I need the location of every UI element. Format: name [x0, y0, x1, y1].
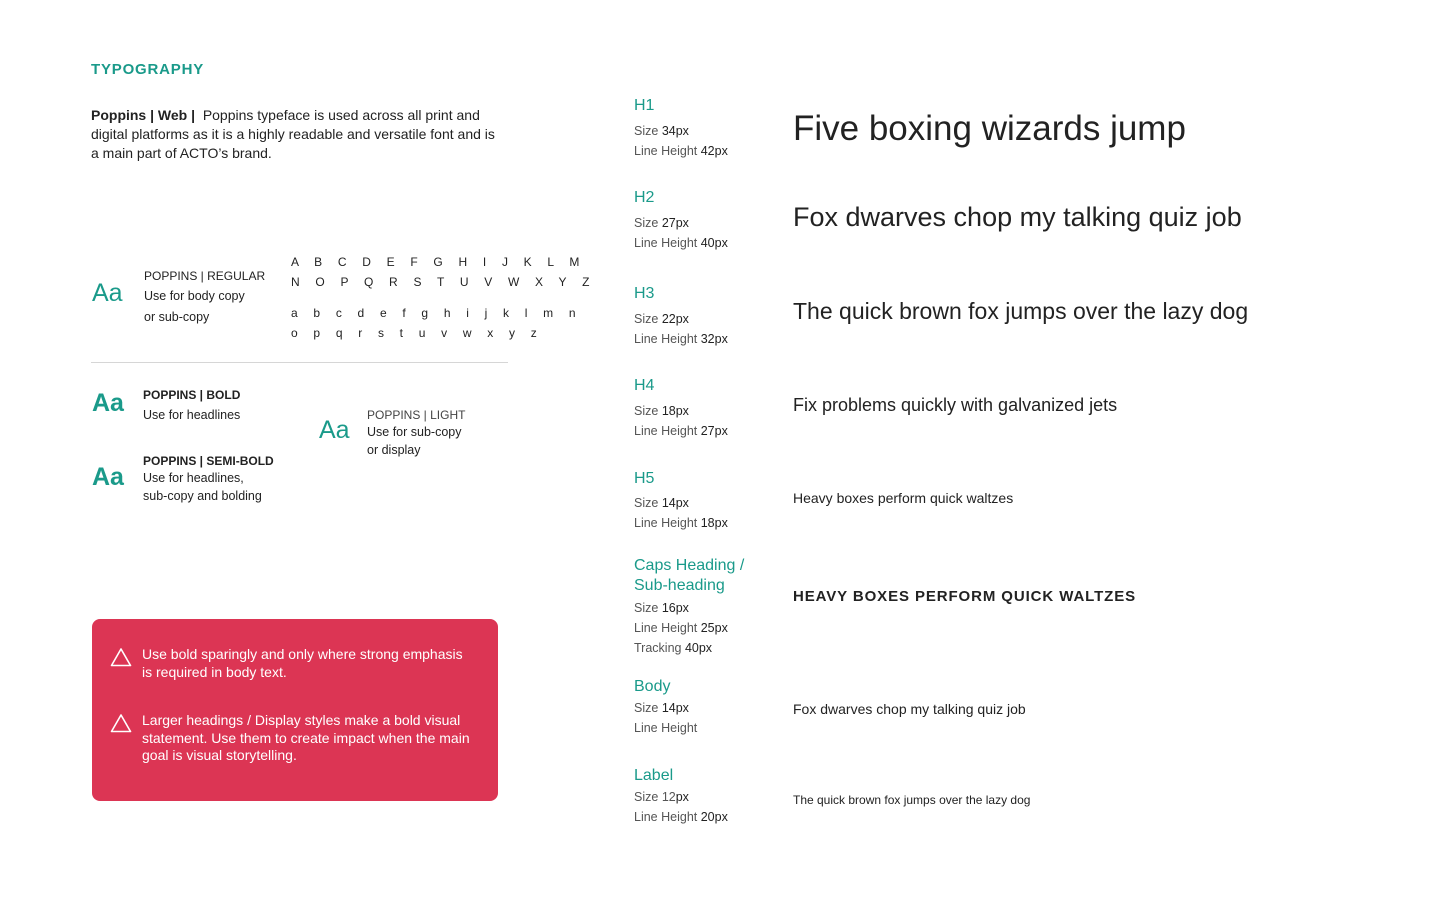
- spec-body-line-height: [634, 718, 697, 738]
- aa-bold-sample: Aa: [92, 389, 124, 417]
- spec-h1-label: H1: [634, 97, 655, 114]
- spec-h4-line-height: [634, 421, 728, 441]
- section-divider: [91, 362, 508, 363]
- spec-h3-size: [634, 309, 689, 329]
- spec-h4-sample: Fix problems quickly with galvanized jets: [793, 395, 1118, 415]
- spec-caps-label-line1: Caps Heading /: [634, 557, 745, 574]
- size-value: 27px: [661, 216, 689, 230]
- weight-regular-desc1: Use for body copy: [144, 289, 245, 303]
- size-key: Size: [634, 790, 659, 804]
- weight-semibold-desc2: sub-copy and bolding: [143, 489, 262, 503]
- weight-semibold-name: POPPINS | SEMI-BOLD: [143, 454, 274, 468]
- spec-caps-size: [634, 598, 689, 618]
- spec-body-sample: Fox dwarves chop my talking quiz job: [793, 701, 1026, 717]
- weight-light-name: POPPINS | LIGHT: [367, 408, 466, 422]
- size-key: Size: [634, 601, 659, 615]
- size-key: Size: [634, 701, 659, 715]
- intro-paragraph: [91, 106, 501, 163]
- size-key: Size: [634, 496, 659, 510]
- size-value: 18px: [661, 404, 689, 418]
- spec-label-size: [634, 787, 689, 807]
- weight-regular-desc2: or sub-copy: [144, 310, 210, 324]
- alphabet-upper-row1: A B C D E F G H I J K L M: [291, 255, 586, 269]
- weight-regular-name: POPPINS | REGULAR: [144, 269, 266, 283]
- size-value: 14px: [661, 496, 689, 510]
- line-height-value: 20px: [700, 810, 728, 824]
- spec-h5-sample: Heavy boxes perform quick waltzes: [793, 490, 1014, 506]
- line-height-key: Line Height: [634, 424, 698, 438]
- spec-caps-line-height: [634, 618, 728, 638]
- warning-triangle-icon: [110, 713, 132, 733]
- spec-h2-line-height: [634, 233, 728, 253]
- spec-h5-line-height: [634, 513, 728, 533]
- spec-h2-label: H2: [634, 189, 655, 206]
- spec-h1-sample: Five boxing wizards jump: [793, 109, 1186, 148]
- tracking-key: Tracking: [634, 641, 682, 655]
- weight-bold-desc1: Use for headlines: [143, 408, 241, 422]
- spec-h4-label: H4: [634, 377, 655, 394]
- size-value: 34px: [661, 124, 689, 138]
- section-title: TYPOGRAPHY: [91, 61, 205, 78]
- spec-label-sample: The quick brown fox jumps over the lazy dog: [793, 793, 1031, 807]
- line-height-value: 32px: [700, 332, 728, 346]
- line-height-key: Line Height: [634, 144, 698, 158]
- intro-bold: Poppins | Web |: [91, 107, 196, 123]
- line-height-value: 18px: [700, 516, 728, 530]
- line-height-key: Line Height: [634, 332, 698, 346]
- alphabet-uppercase: [291, 252, 596, 292]
- usage-alert-box: [92, 619, 498, 801]
- line-height-key: Line Height: [634, 516, 698, 530]
- aa-semibold-sample: Aa: [92, 463, 124, 491]
- spec-label-label: Label: [634, 767, 674, 784]
- spec-h2-size: [634, 213, 689, 233]
- alert-text: Use bold sparingly and only where strong emphasis is required in body text.: [142, 646, 463, 680]
- size-key: Size: [634, 312, 659, 326]
- line-height-key: Line Height: [634, 721, 698, 735]
- weight-bold-name: POPPINS | BOLD: [143, 388, 241, 402]
- spec-h1-line-height: [634, 141, 728, 161]
- alphabet-lowercase: [291, 303, 582, 343]
- spec-h3-label: H3: [634, 285, 655, 302]
- alphabet-lower-row1: a b c d e f g h i j k l m n: [291, 306, 582, 320]
- spec-h5-size: [634, 493, 689, 513]
- line-height-key: Line Height: [634, 810, 698, 824]
- weight-light-desc2: or display: [367, 443, 421, 457]
- spec-h4-size: [634, 401, 689, 421]
- aa-regular-sample: Aa: [92, 279, 123, 307]
- alphabet-lower-row2: o p q r s t u v w x y z: [291, 326, 543, 340]
- line-height-value: 42px: [700, 144, 728, 158]
- spec-h2-sample: Fox dwarves chop my talking quiz job: [793, 202, 1242, 232]
- size-key: Size: [634, 124, 659, 138]
- size-number: 12: [661, 790, 676, 804]
- spec-h1-size: [634, 121, 689, 141]
- line-height-value: 40px: [700, 236, 728, 250]
- size-value: 14px: [661, 701, 689, 715]
- spec-label-line-height: [634, 807, 728, 827]
- weight-semibold-desc1: Use for headlines,: [143, 471, 244, 485]
- spec-caps-label-line2: Sub-heading: [634, 577, 725, 594]
- weight-light-desc1: Use for sub-copy: [367, 425, 462, 439]
- line-height-key: Line Height: [634, 621, 698, 635]
- spec-h3-line-height: [634, 329, 728, 349]
- spec-caps-tracking: [634, 638, 712, 658]
- size-key: Size: [634, 216, 659, 230]
- spec-caps-sample: HEAVY BOXES PERFORM QUICK WALTZES: [793, 588, 1137, 605]
- warning-triangle-icon: [110, 647, 132, 667]
- spec-h3-sample: The quick brown fox jumps over the lazy dog: [793, 298, 1249, 324]
- size-key: Size: [634, 404, 659, 418]
- alphabet-upper-row2: N O P Q R S T U V W X Y Z: [291, 275, 596, 289]
- spec-h5-label: H5: [634, 470, 655, 487]
- intro-text: Poppins typeface is used across all print and digital platforms as it is a highly readable and versatile font and is a main part of ACTO’s brand.: [91, 107, 495, 161]
- line-height-value: 25px: [700, 621, 728, 635]
- alert-text: Larger headings / Display styles make a bold visual statement. Use them to create impact when the main goal is visual storytelling.: [142, 712, 470, 763]
- line-height-key: Line Height: [634, 236, 698, 250]
- tracking-value: 40px: [684, 641, 713, 655]
- line-height-value: 27px: [700, 424, 728, 438]
- spec-body-size: [634, 698, 689, 718]
- size-unit: px: [675, 790, 689, 804]
- aa-light-sample: Aa: [319, 416, 350, 444]
- size-value: 16px: [661, 601, 689, 615]
- size-value: 22px: [661, 312, 689, 326]
- spec-body-label: Body: [634, 678, 671, 695]
